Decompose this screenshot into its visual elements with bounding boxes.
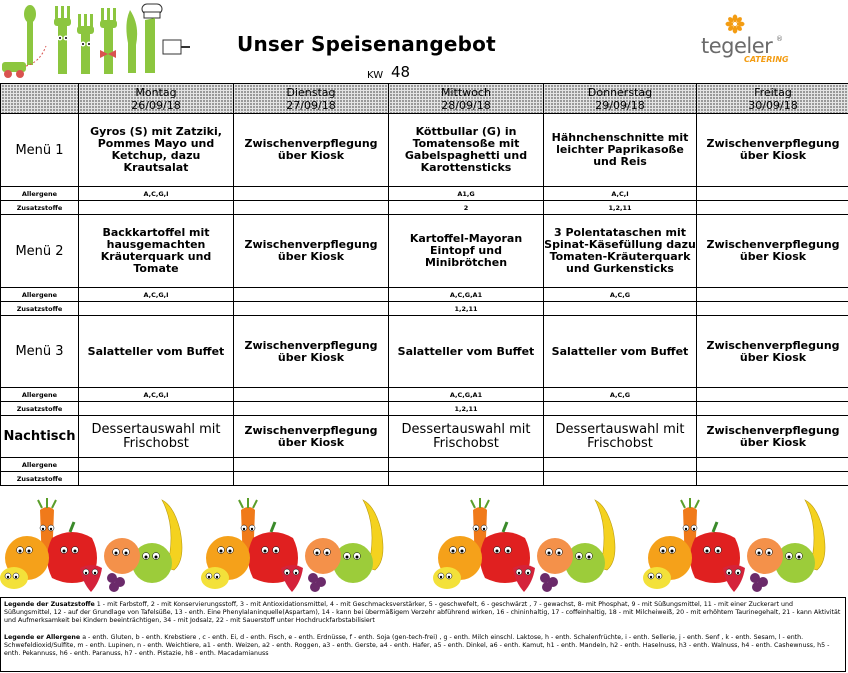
additive-row (1, 201, 848, 215)
brand-name: tegeler (701, 34, 773, 58)
dish-cell: Zwischenverpflegung über Kiosk (697, 215, 848, 288)
additive-cell: 1,2,11 (389, 402, 544, 416)
header-corner (1, 84, 79, 114)
additive-row (1, 402, 848, 416)
dish-cell: Salatteller vom Buffet (389, 316, 544, 388)
dish-cell: Dessertauswahl mit Frischobst (544, 416, 697, 458)
allergen-label: Allergene (1, 288, 79, 302)
allergen-row (1, 288, 848, 302)
dish-cell: 3 Polentataschen mit Spinat-Käsefüllung dazu Tomaten-Kräuterquark und Gurkensticks (544, 215, 697, 288)
additive-label: Zusatzstoffe (1, 472, 79, 486)
additive-cell (697, 472, 848, 486)
allergen-row (1, 187, 848, 201)
allergen-cell (234, 388, 389, 402)
allergen-cell (389, 458, 544, 472)
dish-cell: Zwischenverpflegung über Kiosk (697, 114, 848, 187)
allergen-cell (234, 288, 389, 302)
fruit-group-icon (0, 498, 182, 592)
additive-cell (79, 201, 234, 215)
additive-cell: 2 (389, 201, 544, 215)
dish-cell: Hähnchenschnitte mit leichter Paprikasoße und Reis (544, 114, 697, 187)
menu-label: Menü 3 (1, 316, 79, 388)
menu-row (1, 316, 848, 388)
additive-cell (234, 472, 389, 486)
additive-cell (79, 402, 234, 416)
allergen-row (1, 458, 848, 472)
menu-row (1, 416, 848, 458)
fork-character-icon (54, 6, 71, 74)
allergen-row (1, 388, 848, 402)
allergen-label: Allergene (1, 187, 79, 201)
dish-cell: Backkartoffel mit hausgemachten Kräuterquark und Tomate (79, 215, 234, 288)
day-header (544, 84, 697, 114)
additive-cell (697, 302, 848, 316)
allergen-cell (234, 458, 389, 472)
additive-cell: 1,2,11 (544, 201, 697, 215)
day-header (389, 84, 544, 114)
day-name: Freitag (754, 85, 792, 99)
allergen-cell: A,C,G,I (79, 388, 234, 402)
day-name: Donnerstag (587, 85, 653, 99)
allergen-legend (4, 634, 842, 658)
dish-cell: Zwischenverpflegung über Kiosk (697, 316, 848, 388)
day-date: 30/09/18 (748, 98, 798, 112)
week-number: 48 (391, 63, 411, 81)
additive-cell (544, 402, 697, 416)
dish-cell: Dessertauswahl mit Frischobst (389, 416, 544, 458)
day-name: Montag (135, 85, 177, 99)
dish-cell: Zwischenverpflegung über Kiosk (234, 316, 389, 388)
dish-cell: Dessertauswahl mit Frischobst (79, 416, 234, 458)
additive-legend-title: Legende der Zusatzstoffe (4, 601, 95, 608)
dish-cell: Köttbullar (G) in Tomatensoße mit Gabelspaghetti und Karottensticks (389, 114, 544, 187)
allergen-cell (79, 458, 234, 472)
day-date: 29/09/18 (595, 98, 645, 112)
day-date: 26/09/18 (131, 98, 181, 112)
allergen-cell: A,C,G (544, 288, 697, 302)
additive-cell (79, 302, 234, 316)
dish-cell: Salatteller vom Buffet (79, 316, 234, 388)
day-date: 27/09/18 (286, 98, 336, 112)
additive-cell (697, 201, 848, 215)
dish-cell: Zwischenverpflegung über Kiosk (234, 416, 389, 458)
allergen-label: Allergene (1, 458, 79, 472)
fruit-group-icon (643, 498, 825, 592)
day-name: Mittwoch (441, 85, 491, 99)
allergen-cell: A,C,G,A1 (389, 288, 544, 302)
day-header (79, 84, 234, 114)
fork-character-icon (77, 14, 94, 74)
additive-cell (234, 302, 389, 316)
allergen-cell (697, 187, 848, 201)
fruit-group-icon (433, 498, 615, 592)
additive-row (1, 472, 848, 486)
additive-label: Zusatzstoffe (1, 201, 79, 215)
additive-legend (4, 601, 842, 625)
day-header-row (1, 84, 848, 114)
allergen-label: Allergene (1, 388, 79, 402)
brand-subtitle: CATERING (744, 55, 789, 64)
dish-cell: Zwischenverpflegung über Kiosk (234, 114, 389, 187)
menu-label: Menü 1 (1, 114, 79, 187)
brand-registered-mark: ® (776, 35, 783, 43)
additive-cell (389, 472, 544, 486)
allergen-cell (234, 187, 389, 201)
page-title: Unser Speisenangebot (237, 32, 496, 56)
allergen-cell: A,C,G,A1 (389, 388, 544, 402)
legend-box (0, 597, 846, 672)
allergen-cell (697, 388, 848, 402)
additive-label: Zusatzstoffe (1, 302, 79, 316)
day-name: Dienstag (286, 85, 336, 99)
allergen-cell: A,C,G (544, 388, 697, 402)
additive-legend-text: 1 - mit Farbstoff, 2 - mit Konservierungsstoff, 3 - mit Antioxidationsmittel, 4 - mit Geschmacksverstärker, 5 - geschwefelt, 6 - geschwärzt , 7 - gewachst, 8- mit Phosphat, 9 - mit Süßungsmittel, 11 - mit einer Zuckerart und Süßungsmittel, 12 - auf der Grundlage von Tafelsüße, 13 - enth. Eine Phenylalaninquelle(Aspartam), 14 - kann bei übermäßigem Verzehr abführend wirken, 16 - chininhaltig, 17 - coffeinhaltig, 18 - mit Milcheiweiß, 20 - mit erhöhtem Taurinegehalt, 21 - kann Aktivität und Aufmerksamkeit bei Kindern beeinträchtigen, 34 - mit Jodsalz, 22 - mit Sauerstoff unter Hochdruckfarbstabilisiert (4, 601, 841, 624)
allergen-cell: A,C,I (544, 187, 697, 201)
fruit-characters-band (0, 494, 848, 596)
allergen-cell: A,C,G,I (79, 288, 234, 302)
pan-character-icon (163, 40, 190, 54)
menu-table (0, 83, 848, 486)
allergen-cell: A,C,G,I (79, 187, 234, 201)
menu-label: Nachtisch (1, 416, 79, 458)
menu-row (1, 114, 848, 187)
dish-cell: Zwischenverpflegung über Kiosk (234, 215, 389, 288)
day-header (697, 84, 848, 114)
additive-cell (544, 302, 697, 316)
fork-character-icon (100, 8, 117, 74)
additive-cell (544, 472, 697, 486)
additive-cell (79, 472, 234, 486)
allergen-cell: A1,G (389, 187, 544, 201)
fruit-group-icon (201, 498, 383, 592)
knife-character-icon (126, 4, 162, 73)
spoon-character-icon (24, 5, 36, 65)
allergen-cell (697, 458, 848, 472)
dish-cell: Salatteller vom Buffet (544, 316, 697, 388)
day-date: 28/09/18 (441, 98, 491, 112)
week-label: KW (367, 70, 384, 81)
additive-cell (234, 201, 389, 215)
dish-cell: Zwischenverpflegung über Kiosk (697, 416, 848, 458)
additive-cell (697, 402, 848, 416)
additive-label: Zusatzstoffe (1, 402, 79, 416)
allergen-legend-title: Legende er Allergene (4, 634, 81, 641)
additive-cell: 1,2,11 (389, 302, 544, 316)
menu-row (1, 215, 848, 288)
additive-cell (234, 402, 389, 416)
additive-row (1, 302, 848, 316)
menu-label: Menü 2 (1, 215, 79, 288)
cutlery-characters-illustration (0, 0, 190, 82)
allergen-cell (544, 458, 697, 472)
toy-car-icon (2, 46, 46, 78)
dish-cell: Gyros (S) mit Zatziki, Pommes Mayo und Ketchup, dazu Krautsalat (79, 114, 234, 187)
allergen-cell (697, 288, 848, 302)
dish-cell: Kartoffel-Mayoran Eintopf und Minibrötchen (389, 215, 544, 288)
allergen-legend-text: a - enth. Gluten, b - enth. Krebstiere , c - enth. Ei, d - enth. Fisch, e - enth. Erdnüsse, f - enth. Soja (gen-tech-frei) , g - enth. Milch einschl. Laktose, h - enth. Schalenfrüchte, i - enth. Sellerie, j - enth. Senf , k - enth. Sesam, l - enth. Schwefeldioxid/Sulfite, m - enth. Lupinen, n - enth. Weichtiere, a1 - enth. Weizen, a2 - enth. Roggen, a3 - enth. Gerste, a4 - enth. Hafer, a5 - enth. Dinkel, a6 - enth. Kamut, h1 - enth. Mandeln, h2 - enth. Haselnuss, h3 - enth. Walnuss, h4 - enth. Cashewnuss, h5 - enth. Pekannuss, h6 - enth. Paranuss, h7 - enth. Pistazie, h8 - enth. Macadamianuss (4, 634, 830, 657)
day-header (234, 84, 389, 114)
